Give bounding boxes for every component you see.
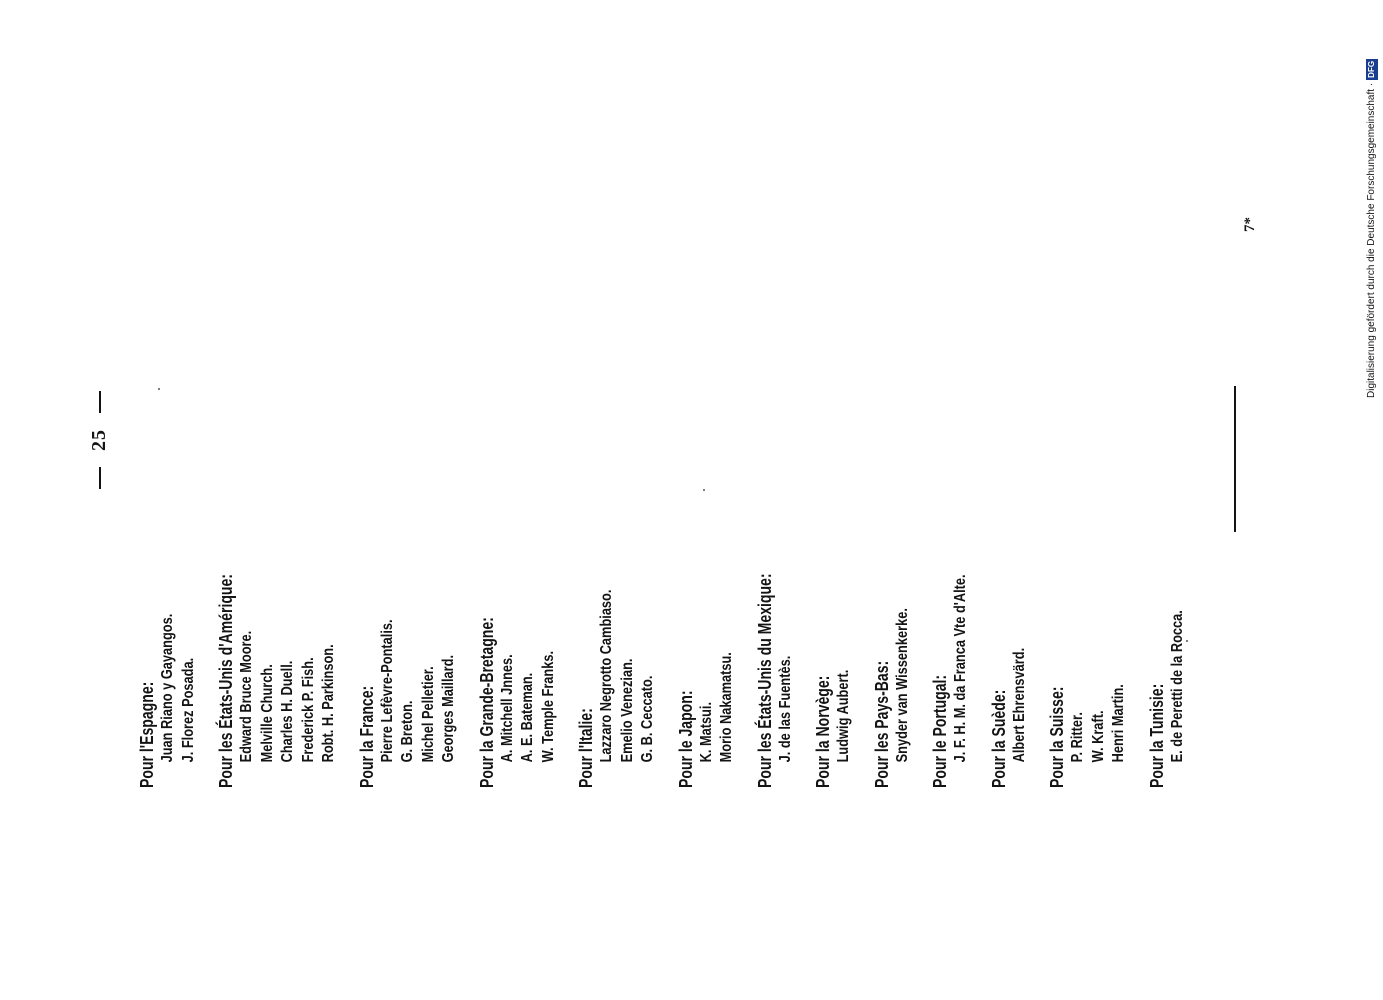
signatory-name: J. de las Fuentès. bbox=[776, 655, 794, 763]
dfg-logo: DFG bbox=[1367, 60, 1376, 78]
country-heading: Pour la Tunisie: bbox=[1146, 683, 1167, 788]
country-heading: Pour la Grande-Bretagne: bbox=[476, 617, 497, 788]
signatory-name: K. Matsui. bbox=[697, 701, 715, 763]
country-group bbox=[476, 228, 560, 788]
signatory-name: E. de Peretti de la Rocca. bbox=[1168, 610, 1186, 763]
closing-rule bbox=[1234, 386, 1236, 532]
signatory-name: W. Kraft. bbox=[1089, 710, 1107, 763]
signatory-name: Michel Pelletier. bbox=[419, 666, 437, 763]
signatory-name: Ludwig Aubert. bbox=[835, 669, 852, 763]
country-heading: Pour les Pays-Bas: bbox=[871, 660, 892, 788]
signatory-name: Snyder van Wissenkerke. bbox=[893, 608, 911, 763]
country-heading: Pour la France: bbox=[356, 685, 377, 788]
signatory-name: G. Breton. bbox=[399, 700, 416, 763]
country-group bbox=[356, 228, 460, 788]
signatory-name: A. E. Bateman. bbox=[519, 672, 536, 763]
signatory-name: Robt. H. Parkinson. bbox=[320, 644, 337, 763]
signatory-name: J. F. H. M. da Franca Vte d'Alte. bbox=[952, 574, 969, 763]
country-group bbox=[988, 228, 1031, 788]
signatory-name: J. Florez Posada. bbox=[179, 657, 197, 763]
dash-left bbox=[99, 467, 101, 489]
country-group bbox=[871, 228, 914, 788]
page-number bbox=[88, 375, 111, 505]
speck bbox=[703, 489, 705, 491]
country-heading: Pour l'Italie: bbox=[576, 708, 596, 788]
signature-mark: 7* bbox=[1242, 217, 1258, 232]
country-group bbox=[812, 228, 855, 788]
country-heading: Pour la Suède: bbox=[988, 689, 1009, 788]
country-group bbox=[575, 228, 659, 788]
country-heading: Pour le Portugal: bbox=[930, 674, 950, 788]
dfg-notice-text: Digitalisierung gefördert durch die Deutsche Forschungsgemeinschaft · bbox=[1366, 82, 1377, 398]
signatory-name: Emelio Venezian. bbox=[618, 658, 636, 763]
signatory-name: Juan Riano y Gayangos. bbox=[159, 613, 176, 763]
page-number-text: 25 bbox=[88, 429, 110, 451]
signatory-name: W. Temple Franks. bbox=[539, 650, 557, 763]
country-group bbox=[1046, 228, 1130, 788]
signatory-name: Edward Bruce Moore. bbox=[238, 630, 255, 763]
signatory-name: Albert Ehrensvärd. bbox=[1010, 647, 1028, 763]
country-group bbox=[929, 228, 972, 788]
signatory-name: Charles H. Duell. bbox=[279, 660, 296, 763]
signatory-name: Frederick P. Fish. bbox=[299, 657, 317, 763]
dash-right bbox=[99, 391, 101, 413]
country-group bbox=[754, 228, 797, 788]
country-group bbox=[215, 228, 340, 788]
country-heading: Pour le Japon: bbox=[675, 690, 696, 788]
country-group bbox=[675, 228, 738, 788]
signatory-name: Melville Church. bbox=[258, 664, 276, 763]
signatory-name: Pierre Lefèvre-Pontalis. bbox=[378, 619, 396, 763]
signatory-name: Georges Maillard. bbox=[440, 654, 457, 763]
signatory-name: Henri Martin. bbox=[1110, 684, 1127, 763]
country-heading: Pour les États-Unis du Mexique: bbox=[754, 573, 775, 788]
country-group bbox=[1146, 228, 1189, 788]
country-heading: Pour la Suisse: bbox=[1047, 686, 1067, 788]
signatory-name: P. Ritter. bbox=[1069, 712, 1086, 763]
signatory-name: A. Mitchell Jnnes. bbox=[498, 654, 516, 763]
country-heading: Pour la Norvège: bbox=[813, 675, 833, 788]
signatory-name: Morio Nakamatsu. bbox=[718, 652, 735, 763]
signatory-list bbox=[136, 228, 1204, 788]
signatory-name: Lazzaro Negrotto Cambiaso. bbox=[598, 589, 615, 763]
speck bbox=[1186, 640, 1188, 642]
country-heading: Pour les États-Unis d'Amérique: bbox=[216, 574, 236, 788]
signatory-name: G. B. Ceccato. bbox=[639, 675, 656, 763]
speck bbox=[158, 388, 160, 390]
country-heading: Pour l'Espagne: bbox=[137, 681, 157, 788]
country-group bbox=[136, 228, 199, 788]
dfg-notice bbox=[1363, 8, 1381, 398]
